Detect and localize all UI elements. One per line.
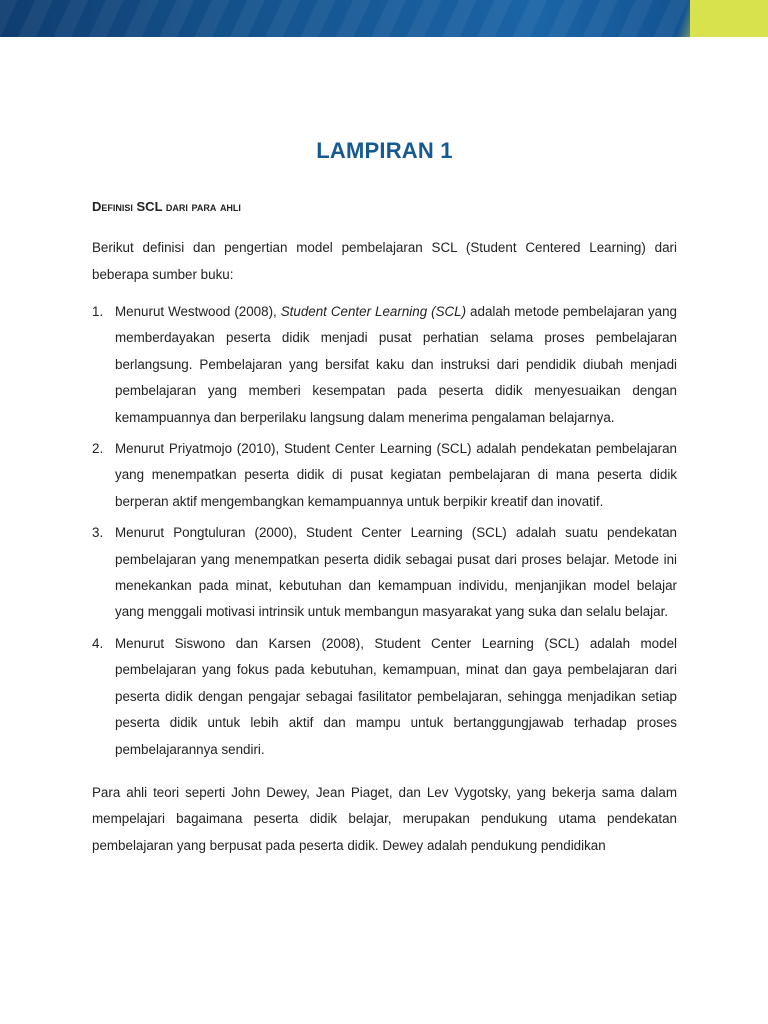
definition-body: adalah metode pembelajaran yang memberdayakan peserta didik menjadi pusat perhatian selama proses pembelajaran berlangsung. Pembelajaran yang bersifat kaku dan instruksi dari pendidik diubah menjadi pembelajaran yang memberi kesempatan pada peserta didik menyesuaikan dengan kemampuannya dan berperilaku langsung dalam menerima pengalaman belajarnya. [115,304,678,425]
section-heading: Definisi SCL dari para ahli [92,199,241,214]
page-title: LAMPIRAN 1 [316,138,453,163]
definition-text: Menurut Pongtuluran (2000), Student Center Learning (SCL) adalah suatu pendekatan pembelajaran yang menempatkan peserta didik sebagai pusat dari proses belajar. Metode ini menekankan pada minat, kebutuhan dan kemampuan individu, menjanjikan model belajar yang menggali motivasi intrinsik untuk membangun masyarakat yang suka dan selalu belajar. [115,525,677,620]
definition-text: Menurut Priyatmojo (2010), Student Center Learning (SCL) adalah pendekatan pembelajaran yang menempatkan peserta didik di pusat kegiatan pembelajaran di mana peserta didik berperan aktif mengembangkan kemampuannya untuk berpikir kreatif dan inovatif. [115,441,677,509]
definition-item-priyatmojo [92,436,677,515]
definition-item-siswono-karsen [92,631,677,763]
intro-paragraph: Berikut definisi dan pengertian model pembelajaran SCL (Student Centered Learning) dari beberapa sumber buku: [92,240,677,282]
definition-number: 3. [92,525,104,541]
banner-accent [690,0,768,37]
definition-item-westwood [92,299,677,431]
definition-number: 2. [92,441,104,457]
definition-text: Menurut Siswono dan Karsen (2008), Student Center Learning (SCL) adalah model pembelajaran yang fokus pada kebutuhan, kemampuan, minat dan gaya pembelajaran dari peserta didik dengan pengajar sebagai fasilitator pembelajaran, sehingga menjadikan setiap peserta didik untuk lebih aktif dan mampu untuk bertanggungjawab terhadap proses pembelajarannya sendiri. [115,635,677,757]
definition-number: 4. [92,635,104,651]
definition-text [115,299,677,431]
definition-number: 1. [92,304,104,319]
definition-italic-term: Student Center Learning (SCL) [280,304,467,319]
definition-item-pongtuluran [92,520,677,626]
definition-lead: Menurut Westwood (2008), [115,304,281,319]
definitions-list [92,299,677,763]
document-content [92,136,677,859]
closing-paragraph: Para ahli teori seperti John Dewey, Jean Piaget, dan Lev Vygotsky, yang bekerja sama dalam mempelajari bagaimana peserta didik belajar, merupakan pendukung utama pendekatan pembelajaran yang berpusat pada peserta didik. Dewey adalah pendukung pendidikan [92,784,677,853]
header-banner [0,0,768,37]
banner-pattern [0,0,768,37]
